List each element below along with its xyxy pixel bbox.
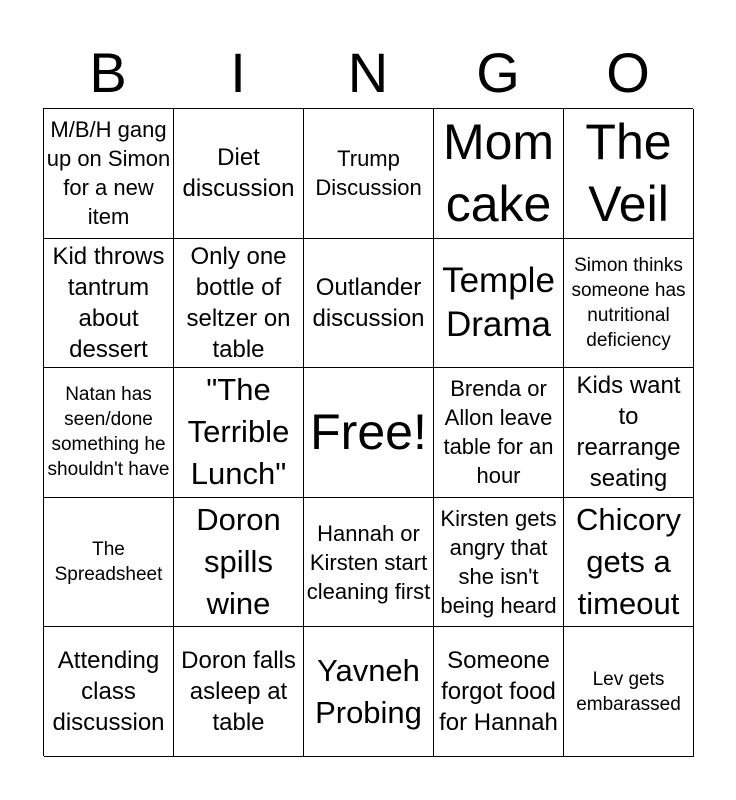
bingo-cell[interactable]	[44, 498, 174, 628]
cell-text: Outlander discussion	[312, 273, 425, 332]
bingo-cell[interactable]	[434, 627, 564, 757]
cell-text: Hannah or Kirsten start cleaning first	[306, 520, 431, 604]
cell-text: Attending class discussion	[52, 647, 165, 737]
cell-text: M/B/H gang up on Simon for a new item	[46, 117, 171, 230]
header-letter-o: O	[606, 41, 650, 104]
bingo-cell[interactable]	[44, 627, 174, 757]
cell-text: The Spreadsheet	[54, 539, 163, 586]
cell-text: Temple Drama	[442, 260, 555, 344]
bingo-cell[interactable]	[174, 627, 304, 757]
cell-text: Brenda or Allon leave table for an hour	[443, 376, 554, 489]
cell-text: The Veil	[585, 114, 672, 233]
bingo-cell[interactable]	[174, 239, 304, 369]
bingo-cell[interactable]	[174, 498, 304, 628]
bingo-cell[interactable]	[44, 109, 174, 239]
bingo-cell[interactable]	[564, 109, 694, 239]
bingo-cell[interactable]	[564, 239, 694, 369]
cell-text: Someone forgot food for Hannah	[439, 647, 558, 737]
cell-text: Doron falls asleep at table	[181, 647, 296, 737]
bingo-cell[interactable]	[434, 239, 564, 369]
bingo-cell[interactable]	[44, 239, 174, 369]
cell-text: Chicory gets a timeout	[575, 502, 682, 622]
bingo-cell[interactable]	[304, 239, 434, 369]
cell-text: Diet discussion	[182, 144, 295, 203]
cell-text: Kid throws tantrum about dessert	[52, 242, 165, 363]
header-letter-i: I	[230, 41, 246, 104]
cell-text: Trump Discussion	[315, 146, 422, 201]
bingo-cell free-cell[interactable]	[304, 368, 434, 498]
bingo-cell[interactable]	[434, 368, 564, 498]
cell-text: Kirsten gets angry that she isn't being heard	[440, 506, 557, 619]
free-space-text: Free!	[310, 404, 427, 461]
bingo-cell[interactable]	[174, 368, 304, 498]
cell-text: Lev gets embarassed	[576, 668, 681, 715]
cell-text: Doron spills wine	[196, 502, 281, 622]
header-letter-g: G	[476, 41, 520, 104]
bingo-cell[interactable]	[304, 498, 434, 628]
cell-text: Yavneh Probing	[315, 652, 422, 730]
bingo-cell[interactable]	[44, 368, 174, 498]
cell-text: Only one bottle of seltzer on table	[186, 242, 291, 363]
bingo-cell[interactable]	[564, 368, 694, 498]
bingo-cell[interactable]	[174, 109, 304, 239]
bingo-cell[interactable]	[564, 627, 694, 757]
cell-text: Kids want to rearrange seating	[576, 372, 681, 493]
bingo-cell[interactable]	[434, 109, 564, 239]
cell-text: "The Terrible Lunch"	[187, 372, 290, 492]
header-letter-n: N	[347, 41, 389, 104]
header-letter-b: B	[89, 41, 127, 104]
cell-text: Natan has seen/done something he shouldn't have	[47, 384, 170, 481]
bingo-cell[interactable]	[564, 498, 694, 628]
cell-text: Mom cake	[442, 114, 555, 233]
cell-text: Simon thinks someone has nutritional deficiency	[571, 254, 686, 351]
bingo-header	[43, 40, 693, 106]
bingo-cell[interactable]	[304, 109, 434, 239]
bingo-board	[43, 108, 693, 756]
bingo-cell[interactable]	[304, 627, 434, 757]
bingo-cell[interactable]	[434, 498, 564, 628]
